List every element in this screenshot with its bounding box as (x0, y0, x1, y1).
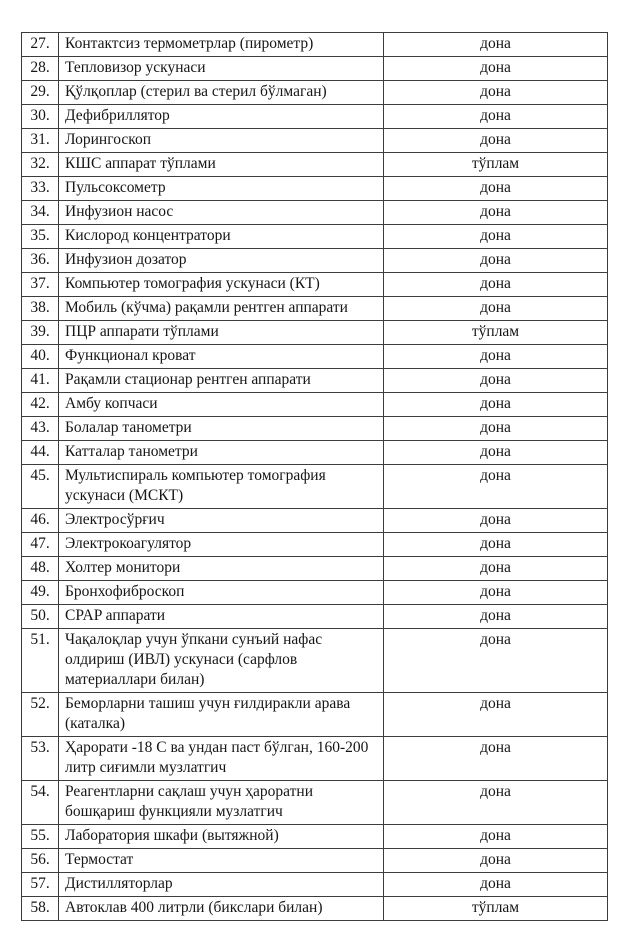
row-number: 28. (22, 57, 59, 81)
table-row (22, 153, 608, 177)
item-unit: дона (384, 581, 608, 605)
item-name: Лаборатория шкафи (вытяжной) (59, 825, 384, 849)
table-row (22, 557, 608, 581)
table-row (22, 417, 608, 441)
item-unit: дона (384, 533, 608, 557)
table-row (22, 345, 608, 369)
item-unit: дона (384, 57, 608, 81)
item-unit: дона (384, 693, 608, 737)
table-row (22, 605, 608, 629)
table-row (22, 581, 608, 605)
table-row (22, 825, 608, 849)
item-unit: дона (384, 369, 608, 393)
item-name: Дистилляторлар (59, 873, 384, 897)
row-number: 52. (22, 693, 59, 737)
item-name: Лорингоскоп (59, 129, 384, 153)
item-name: Қўлқоплар (стерил ва стерил бўлмаган) (59, 81, 384, 105)
row-number: 34. (22, 201, 59, 225)
item-name: Электросўрғич (59, 509, 384, 533)
item-unit: дона (384, 225, 608, 249)
item-name: Контактсиз термометрлар (пирометр) (59, 33, 384, 57)
row-number: 56. (22, 849, 59, 873)
table-row (22, 393, 608, 417)
item-name: Функционал кроват (59, 345, 384, 369)
table-row (22, 321, 608, 345)
item-name: Рақамли стационар рентген аппарати (59, 369, 384, 393)
item-unit: дона (384, 393, 608, 417)
item-name: Амбу копчаси (59, 393, 384, 417)
row-number: 48. (22, 557, 59, 581)
table-row (22, 629, 608, 693)
row-number: 39. (22, 321, 59, 345)
table-row (22, 897, 608, 921)
item-name: Чақалоқлар учун ўпкани сунъий нафас олдириш (ИВЛ) ускунаси (сарфлов материаллари билан) (59, 629, 384, 693)
table-row (22, 273, 608, 297)
row-number: 30. (22, 105, 59, 129)
item-name: Пульсоксометр (59, 177, 384, 201)
item-unit: дона (384, 629, 608, 693)
item-name: Инфузион дозатор (59, 249, 384, 273)
item-unit: дона (384, 849, 608, 873)
row-number: 41. (22, 369, 59, 393)
item-unit: дона (384, 557, 608, 581)
item-unit: дона (384, 201, 608, 225)
row-number: 32. (22, 153, 59, 177)
equipment-table (21, 32, 608, 921)
row-number: 36. (22, 249, 59, 273)
row-number: 44. (22, 441, 59, 465)
row-number: 29. (22, 81, 59, 105)
row-number: 55. (22, 825, 59, 849)
item-unit: тўплам (384, 321, 608, 345)
row-number: 57. (22, 873, 59, 897)
item-unit: дона (384, 465, 608, 509)
table-row (22, 441, 608, 465)
row-number: 45. (22, 465, 59, 509)
item-unit: дона (384, 297, 608, 321)
item-name: Электрокоагулятор (59, 533, 384, 557)
table-row (22, 533, 608, 557)
item-unit: дона (384, 129, 608, 153)
row-number: 27. (22, 33, 59, 57)
row-number: 31. (22, 129, 59, 153)
table-row (22, 225, 608, 249)
item-unit: дона (384, 345, 608, 369)
table-row (22, 873, 608, 897)
item-unit: дона (384, 249, 608, 273)
row-number: 51. (22, 629, 59, 693)
table-row (22, 201, 608, 225)
item-unit: дона (384, 825, 608, 849)
row-number: 33. (22, 177, 59, 201)
row-number: 58. (22, 897, 59, 921)
row-number: 35. (22, 225, 59, 249)
item-name: CPAP аппарати (59, 605, 384, 629)
table-row (22, 737, 608, 781)
row-number: 54. (22, 781, 59, 825)
item-name: Холтер монитори (59, 557, 384, 581)
table-row (22, 781, 608, 825)
item-name: Инфузион насос (59, 201, 384, 225)
item-name: Автоклав 400 литрли (бикслари билан) (59, 897, 384, 921)
table-row (22, 693, 608, 737)
row-number: 53. (22, 737, 59, 781)
row-number: 38. (22, 297, 59, 321)
item-unit: дона (384, 509, 608, 533)
item-unit: тўплам (384, 153, 608, 177)
equipment-table-body (22, 33, 608, 921)
row-number: 43. (22, 417, 59, 441)
row-number: 49. (22, 581, 59, 605)
item-unit: дона (384, 33, 608, 57)
item-name: Дефибриллятор (59, 105, 384, 129)
table-row (22, 81, 608, 105)
item-unit: дона (384, 105, 608, 129)
item-unit: дона (384, 605, 608, 629)
item-name: Компьютер томография ускунаси (КТ) (59, 273, 384, 297)
table-row (22, 33, 608, 57)
row-number: 40. (22, 345, 59, 369)
item-unit: дона (384, 737, 608, 781)
table-row (22, 369, 608, 393)
item-name: ПЦР аппарати тўплами (59, 321, 384, 345)
table-row (22, 249, 608, 273)
table-row (22, 297, 608, 321)
item-unit: дона (384, 873, 608, 897)
row-number: 42. (22, 393, 59, 417)
item-name: Тепловизор ускунаси (59, 57, 384, 81)
row-number: 47. (22, 533, 59, 557)
table-row (22, 129, 608, 153)
item-unit: тўплам (384, 897, 608, 921)
item-name: Бронхофиброскоп (59, 581, 384, 605)
item-name: Термостат (59, 849, 384, 873)
item-unit: дона (384, 417, 608, 441)
table-row (22, 177, 608, 201)
table-row (22, 105, 608, 129)
table-row (22, 849, 608, 873)
item-unit: дона (384, 441, 608, 465)
item-name: Мультиспираль компьютер томография ускунаси (МСКТ) (59, 465, 384, 509)
item-unit: дона (384, 273, 608, 297)
item-unit: дона (384, 177, 608, 201)
item-name: Болалар танометри (59, 417, 384, 441)
item-unit: дона (384, 781, 608, 825)
item-name: Ҳарорати -18 С ва ундан паст бўлган, 160-200 литр сиғимли музлатгич (59, 737, 384, 781)
item-name: Катталар танометри (59, 441, 384, 465)
table-row (22, 465, 608, 509)
table-row (22, 57, 608, 81)
table-row (22, 509, 608, 533)
item-name: Мобиль (кўчма) рақамли рентген аппарати (59, 297, 384, 321)
item-name: Беморларни ташиш учун ғилдиракли арава (каталка) (59, 693, 384, 737)
row-number: 46. (22, 509, 59, 533)
item-unit: дона (384, 81, 608, 105)
item-name: Кислород концентратори (59, 225, 384, 249)
row-number: 50. (22, 605, 59, 629)
row-number: 37. (22, 273, 59, 297)
item-name: Реагентларни сақлаш учун ҳароратни бошқариш функцияли музлатгич (59, 781, 384, 825)
item-name: КШС аппарат тўплами (59, 153, 384, 177)
